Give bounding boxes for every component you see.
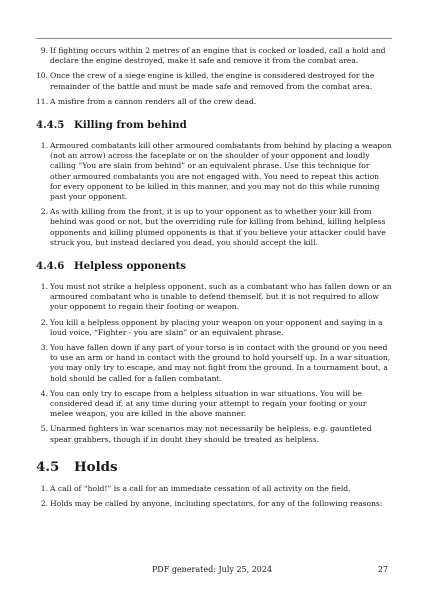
list-item-number: 1. bbox=[40, 141, 48, 151]
list-item-text: You must not strike a helpless opponent, such as a combatant who has fallen down or an armoured combatant who is unable to defend themself, but it is not required to allow your opponent to regain their footing or weapon. bbox=[50, 282, 392, 312]
list-item-number: 10. bbox=[35, 71, 48, 81]
list-item-text: Armoured combatants kill other armoured combatants from behind by placing a weapon (not an arrow) across the faceplate or on the shoulder of your opponent and loudly calling “You are slain from behind” or an equivalent phrase. Use this technique for other armoured combatants you are not engaged with. You need to repeat this action for every opponent to be killed in this manner, and you may not do this while running past your opponent. bbox=[50, 141, 392, 202]
list-item-number: 1. bbox=[40, 483, 48, 493]
killing-from-behind-list bbox=[36, 141, 392, 248]
section-title: Killing from behind bbox=[74, 119, 187, 132]
list-item bbox=[36, 282, 392, 313]
list-item bbox=[36, 343, 392, 384]
section-title: Holds bbox=[74, 458, 118, 475]
list-item-number: 2. bbox=[40, 207, 48, 217]
page-number: 27 bbox=[377, 565, 388, 574]
siege-engine-list bbox=[36, 46, 392, 107]
list-item bbox=[36, 71, 392, 91]
pdf-generated-note: PDF generated: July 25, 2024 bbox=[151, 565, 273, 574]
list-item-number: 4. bbox=[40, 388, 48, 398]
list-item-text: A call of “hold!” is a call for an immediate cessation of all activity on the field. bbox=[50, 483, 351, 493]
section-title: Helpless opponents bbox=[74, 260, 187, 273]
page-content bbox=[36, 46, 392, 514]
list-item-number: 2. bbox=[40, 499, 48, 509]
list-item-text: Unarmed fighters in war scenarios may not necessarily be helpless, e.g. gauntleted spear grabbers, though if in doubt they should be treated as helpless. bbox=[50, 424, 372, 444]
holds-list bbox=[36, 484, 392, 509]
header-rule bbox=[36, 38, 392, 39]
list-item-text: You kill a helpless opponent by placing your weapon on your opponent and saying in a loud voice, “Fighter - you are slain” or an equivalent phrase. bbox=[50, 317, 383, 337]
helpless-opponents-list bbox=[36, 282, 392, 445]
section-number: 4.4.6 bbox=[36, 260, 65, 273]
list-item-text: As with killing from the front, it is up to your opponent as to whether your kill from behind was good or not, but the overriding rule for killing from behind, killing helpless opponents and killing plumed opponents is that if you believe your attacker could have struck you, but instead declared you dead, you should accept the kill. bbox=[50, 207, 386, 247]
list-item-text: Once the crew of a siege engine is killed, the engine is considered destroyed for the remainder of the battle and must be made safe and removed from the combat area. bbox=[50, 71, 375, 91]
list-item bbox=[36, 318, 392, 338]
list-item bbox=[36, 389, 392, 420]
list-item-text: You have fallen down if any part of your torso is in contact with the ground or you need to use an arm or hand in contact with the ground to hold yourself up. In a war situation, you may only try to escape, and may not fight from the ground. In a tournament bout, a hold should be called for a fallen combatant. bbox=[50, 343, 391, 383]
list-item-number: 2. bbox=[40, 317, 48, 327]
list-item-text: You can only try to escape from a helpless situation in war situations. You will be considered dead if, at any time during your attempt to regain your footing or your melee weapon, you are killed in the above manner. bbox=[50, 388, 367, 419]
list-item-number: 11. bbox=[35, 96, 48, 106]
list-item bbox=[36, 484, 392, 494]
list-item bbox=[36, 207, 392, 248]
list-item-text: If fighting occurs within 2 metres of an engine that is cocked or loaded, call a hold and declare the engine destroyed, make it safe and remove it from the combat area. bbox=[50, 46, 386, 66]
list-item-number: 1. bbox=[40, 282, 48, 292]
list-item bbox=[36, 499, 392, 509]
section-number: 4.5 bbox=[36, 458, 60, 475]
list-item bbox=[36, 46, 392, 66]
section-heading-holds bbox=[36, 459, 392, 475]
list-item bbox=[36, 97, 392, 107]
list-item-text: A misfire from a cannon renders all of the crew dead. bbox=[50, 96, 257, 106]
list-item-text: Holds may be called by anyone, including spectators, for any of the following reasons: bbox=[50, 499, 383, 509]
list-item bbox=[36, 424, 392, 444]
list-item bbox=[36, 141, 392, 202]
list-item-number: 9. bbox=[40, 46, 48, 55]
list-item-number: 5. bbox=[40, 424, 48, 434]
section-number: 4.4.5 bbox=[36, 119, 65, 132]
subsection-heading-helpless-opponents bbox=[36, 260, 392, 273]
subsection-heading-killing-from-behind bbox=[36, 119, 392, 132]
list-item-number: 3. bbox=[40, 343, 48, 353]
